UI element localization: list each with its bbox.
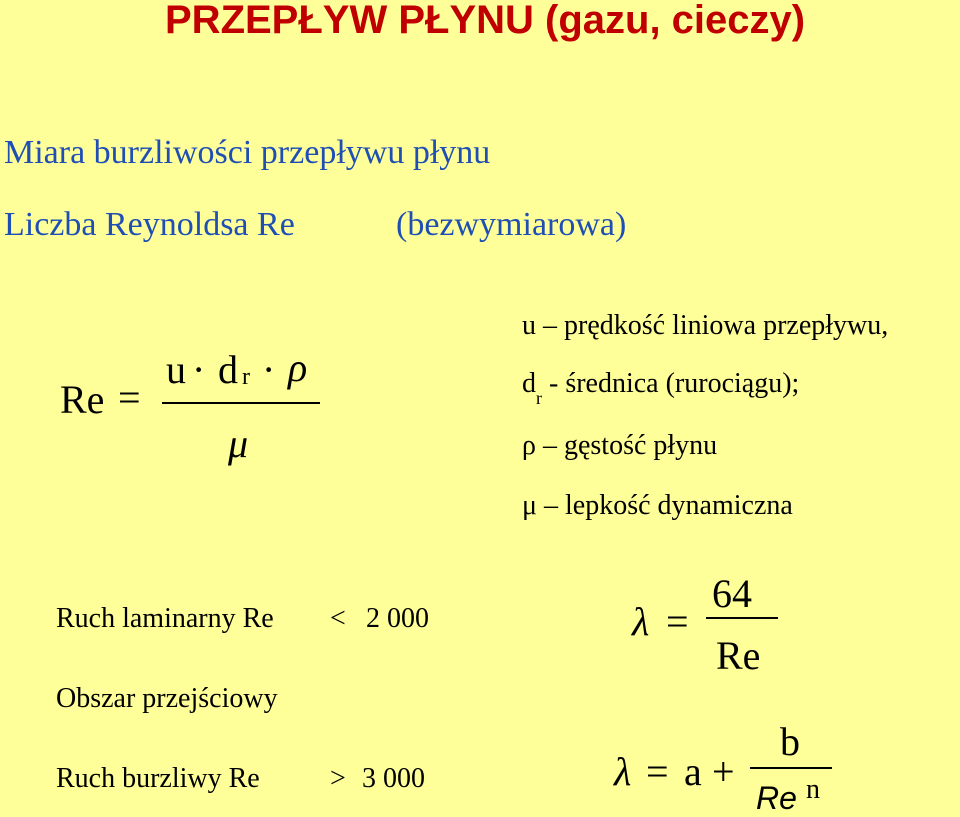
lambda2-numerator: b — [780, 719, 800, 764]
re-num-d: d — [218, 347, 238, 392]
legend-d — [522, 368, 800, 408]
dimensionless-note: (bezwymiarowa) — [396, 206, 627, 243]
lambda1-fraction-line — [706, 617, 778, 619]
lambda2-equals: = — [646, 749, 669, 794]
reynolds-label: Liczba Reynoldsa Re — [4, 206, 295, 243]
lambda2-a: a — [684, 749, 702, 794]
legend-d-rest: - średnica (rurociągu); — [542, 368, 800, 399]
turbulent-value: 3 000 — [362, 763, 425, 794]
lambda2-den-exponent: n — [806, 774, 820, 805]
re-equals: = — [118, 375, 141, 420]
intro-line: Miara burzliwości przepływu płynu — [4, 134, 491, 171]
lambda1-equals: = — [666, 599, 689, 644]
transition-label: Obszar przejściowy — [56, 683, 278, 714]
legend-d-sub: r — [536, 388, 542, 408]
re-num-u: u — [166, 347, 186, 392]
turbulent-operator: > — [330, 763, 346, 794]
turbulent-label: Ruch burzliwy Re — [56, 763, 260, 794]
re-num-r: r — [242, 364, 250, 390]
legend-mu: μ – lepkość dynamiczna — [522, 490, 793, 521]
re-num-rho: ρ — [288, 345, 308, 390]
re-lhs: Re — [60, 377, 105, 422]
laminar-value: 2 000 — [366, 603, 429, 634]
slide-title: PRZEPŁYW PŁYNU (gazu, cieczy) — [165, 0, 806, 42]
lambda1-symbol: λ — [632, 599, 650, 644]
legend-d-main: d — [522, 368, 536, 399]
lambda2-plus: + — [712, 749, 735, 794]
legend-rho: ρ – gęstość płynu — [522, 430, 718, 461]
legend-u: u – prędkość liniowa przepływu, — [522, 310, 889, 341]
re-num-dot2: · — [262, 347, 276, 392]
lambda2-den-re: Re — [756, 780, 797, 816]
re-den-mu: μ — [228, 421, 249, 466]
re-fraction-line — [162, 402, 320, 404]
laminar-label: Ruch laminarny Re — [56, 603, 274, 634]
lambda2-symbol: λ — [614, 749, 632, 794]
lambda1-denominator: Re — [716, 633, 761, 678]
lambda1-numerator: 64 — [712, 571, 752, 616]
laminar-operator: < — [330, 603, 346, 634]
re-num-dot1: · — [192, 347, 206, 392]
lambda2-fraction-line — [750, 767, 832, 769]
